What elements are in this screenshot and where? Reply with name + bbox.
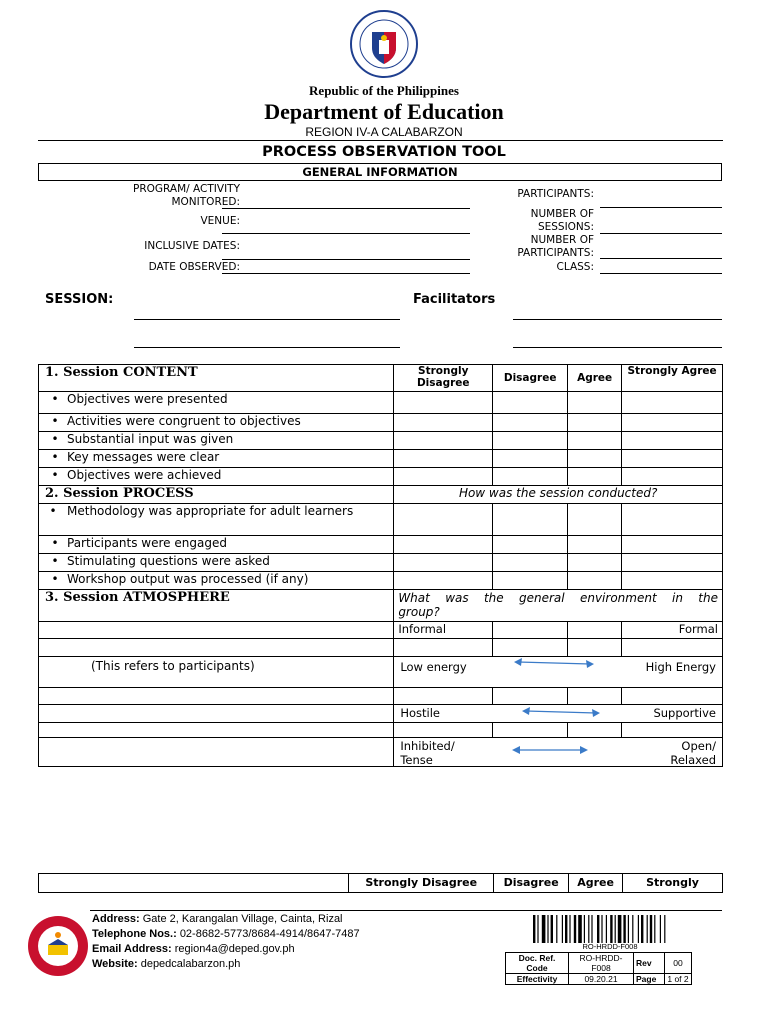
footer-website[interactable]: depedcalabarzon.ph [140,958,241,970]
table-row: • Objectives were achieved [39,468,723,486]
field-label-venue: VENUE: [200,215,240,227]
process-item-1: Methodology was appropriate for adult learners [67,504,354,518]
table-row: • Key messages were clear [39,450,723,468]
scale-left-inhibited: Inhibited/ Tense [400,739,455,767]
rating-cell[interactable] [622,504,723,536]
rating-cell[interactable] [622,536,723,554]
table-row: • Workshop output was processed (if any) [39,572,723,590]
rating-cell[interactable] [568,468,622,486]
footer-email[interactable]: region4a@deped.gov.ph [174,943,295,955]
rating-cell[interactable] [493,504,568,536]
facilitator-line-2[interactable] [513,347,722,348]
content-item-2: Activities were congruent to objectives [67,414,301,428]
field-dates[interactable] [222,259,470,260]
field-label-date-observed: DATE OBSERVED: [148,261,240,273]
field-label-program: PROGRAM/ ACTIVITY MONITORED: [133,183,240,208]
session-line-2[interactable] [134,347,400,348]
facilitator-line-1[interactable] [513,319,722,320]
field-sessions[interactable] [600,233,722,234]
double-arrow-icon [522,706,600,718]
table-row [39,622,723,639]
bottom-header-disagree: Disagree [494,874,569,893]
process-item-4: Workshop output was processed (if any) [67,572,309,586]
rating-cell[interactable] [568,504,622,536]
rating-cell[interactable] [622,572,723,590]
rating-cell[interactable] [493,432,568,450]
scale-right-formal: Formal [622,622,723,639]
observation-table [38,364,723,767]
general-info-label: GENERAL INFORMATION [302,165,458,179]
atmosphere-note: (This refers to participants) [91,659,255,673]
rating-cell[interactable] [622,468,723,486]
field-num-participants[interactable] [600,258,722,259]
bottom-header-strongly-disagree: Strongly Disagree [349,874,494,893]
content-item-4: Key messages were clear [67,450,220,464]
department-heading: Department of Education [264,99,504,124]
field-program[interactable] [222,208,470,209]
scale-left-low-energy: Low energy [400,660,467,674]
rating-cell[interactable] [493,414,568,432]
table-header-row [39,365,723,392]
general-info-box [38,163,722,181]
scale-right-open: Open/ Relaxed [670,739,716,767]
rating-cell[interactable] [622,450,723,468]
rating-cell[interactable] [568,432,622,450]
table-row: • Participants were engaged [39,536,723,554]
table-row [39,705,723,723]
table-row [39,639,723,657]
bottom-header-strongly: Strongly [623,874,723,893]
process-header-row [39,486,723,504]
footer-divider [90,910,722,911]
double-arrow-icon [514,657,594,669]
process-item-3: Stimulating questions were asked [67,554,270,568]
scale-left-hostile: Hostile [400,706,440,720]
page-value: 1 of 2 [665,974,692,985]
double-arrow-icon [512,744,588,756]
table-row: • Stimulating questions were asked [39,554,723,572]
rating-cell[interactable] [622,554,723,572]
bottom-header-agree: Agree [569,874,623,893]
field-label-num-participants: NUMBER OF PARTICIPANTS: [517,234,594,259]
col-header-strongly-agree: Strongly Agree [622,365,723,392]
rating-cell[interactable] [394,572,493,590]
scale-right-high-energy: High Energy [645,660,716,674]
region-heading: REGION IV-A CALABARZON [305,125,463,139]
doc-ref-value: RO-HRDD-F008 [569,953,634,974]
content-title: 1. Session CONTENT [39,365,394,392]
content-item-1: Objectives were presented [67,392,228,406]
barcode-code: RO-HRDD-F008 [582,942,638,951]
rating-cell[interactable] [568,536,622,554]
rating-cell[interactable] [622,414,723,432]
rating-cell[interactable] [493,392,568,414]
process-item-2: Participants were engaged [67,536,227,550]
table-row [39,723,723,738]
effectivity-value: 09.20.21 [569,974,634,985]
effectivity-label: Effectivity [506,974,569,985]
rev-label: Rev [634,953,665,974]
rating-cell[interactable] [493,468,568,486]
rating-cell[interactable] [394,392,493,414]
session-label: SESSION: [45,292,114,307]
rating-cell[interactable] [493,450,568,468]
facilitators-label: Facilitators [413,292,496,307]
col-header-agree: Agree [568,365,622,392]
content-item-3: Substantial input was given [67,432,234,446]
atmosphere-header-row [39,590,723,622]
process-question: How was the session conducted? [394,486,723,504]
table-row [39,688,723,705]
rating-cell[interactable] [568,392,622,414]
rating-cell[interactable] [568,554,622,572]
rating-cell[interactable] [493,536,568,554]
rating-cell[interactable] [568,414,622,432]
page-label: Page [634,974,665,985]
scale-left-informal: Informal [394,622,493,639]
table-row: • Methodology was appropriate for adult learners [39,504,723,536]
rating-cell[interactable] [394,554,493,572]
rating-cell[interactable] [394,504,493,536]
rating-cell[interactable] [568,450,622,468]
field-date-observed[interactable] [222,273,470,274]
rating-cell[interactable] [493,554,568,572]
session-line-1[interactable] [134,319,400,320]
rating-cell[interactable] [394,414,493,432]
col-header-strongly-disagree: Strongly Disagree [394,365,493,392]
table-row [39,738,723,767]
rating-cell[interactable] [394,468,493,486]
scale-right-supportive: Supportive [653,706,716,720]
rating-cell[interactable] [622,392,723,414]
calabarzon-logo [27,915,89,977]
table-row: • Substantial input was given [39,432,723,450]
footer-contact: Address: Gate 2, Karangalan Village, Cainta, Rizal Telephone Nos.: 02-8682-5773/8684-4914/8647-7487 Email Address: region4a@deped.gov.ph Website: depedcalabarzon.ph [92,913,360,970]
table-row: • Objectives were presented [39,392,723,414]
process-title: 2. Session PROCESS [45,486,194,501]
field-class[interactable] [600,273,722,274]
field-label-class: CLASS: [556,261,594,273]
rating-cell[interactable] [493,572,568,590]
atmosphere-question: What was the general environment in the group? [394,590,723,622]
rating-cell[interactable] [394,432,493,450]
rating-cell[interactable] [622,432,723,450]
footer-address: Gate 2, Karangalan Village, Cainta, Rizal [142,913,343,925]
form-title: PROCESS OBSERVATION TOOL [262,144,506,160]
deped-seal [350,10,418,78]
content-item-5: Objectives were achieved [67,468,222,482]
bottom-table [38,873,723,893]
rev-value: 00 [665,953,692,974]
field-venue[interactable] [222,233,470,234]
rating-cell[interactable] [394,536,493,554]
col-header-disagree: Disagree [493,365,568,392]
footer-telephone: 02-8682-5773/8684-4914/8647-7487 [179,928,360,940]
republic-heading: Republic of the Philippines [309,83,459,98]
field-label-participants: PARTICIPANTS: [517,188,594,200]
doc-ref-label: Doc. Ref. Code [506,953,569,974]
header-divider [38,140,723,141]
field-label-sessions: NUMBER OF SESSIONS: [530,208,594,233]
field-label-dates: INCLUSIVE DATES: [144,240,240,252]
rating-cell[interactable] [568,572,622,590]
rating-cell[interactable] [394,450,493,468]
table-row [39,657,723,688]
field-participants[interactable] [600,207,722,208]
atmosphere-title: 3. Session ATMOSPHERE [45,590,230,605]
barcode [533,915,687,943]
doc-ref-table [505,952,692,985]
table-row: • Activities were congruent to objectives [39,414,723,432]
